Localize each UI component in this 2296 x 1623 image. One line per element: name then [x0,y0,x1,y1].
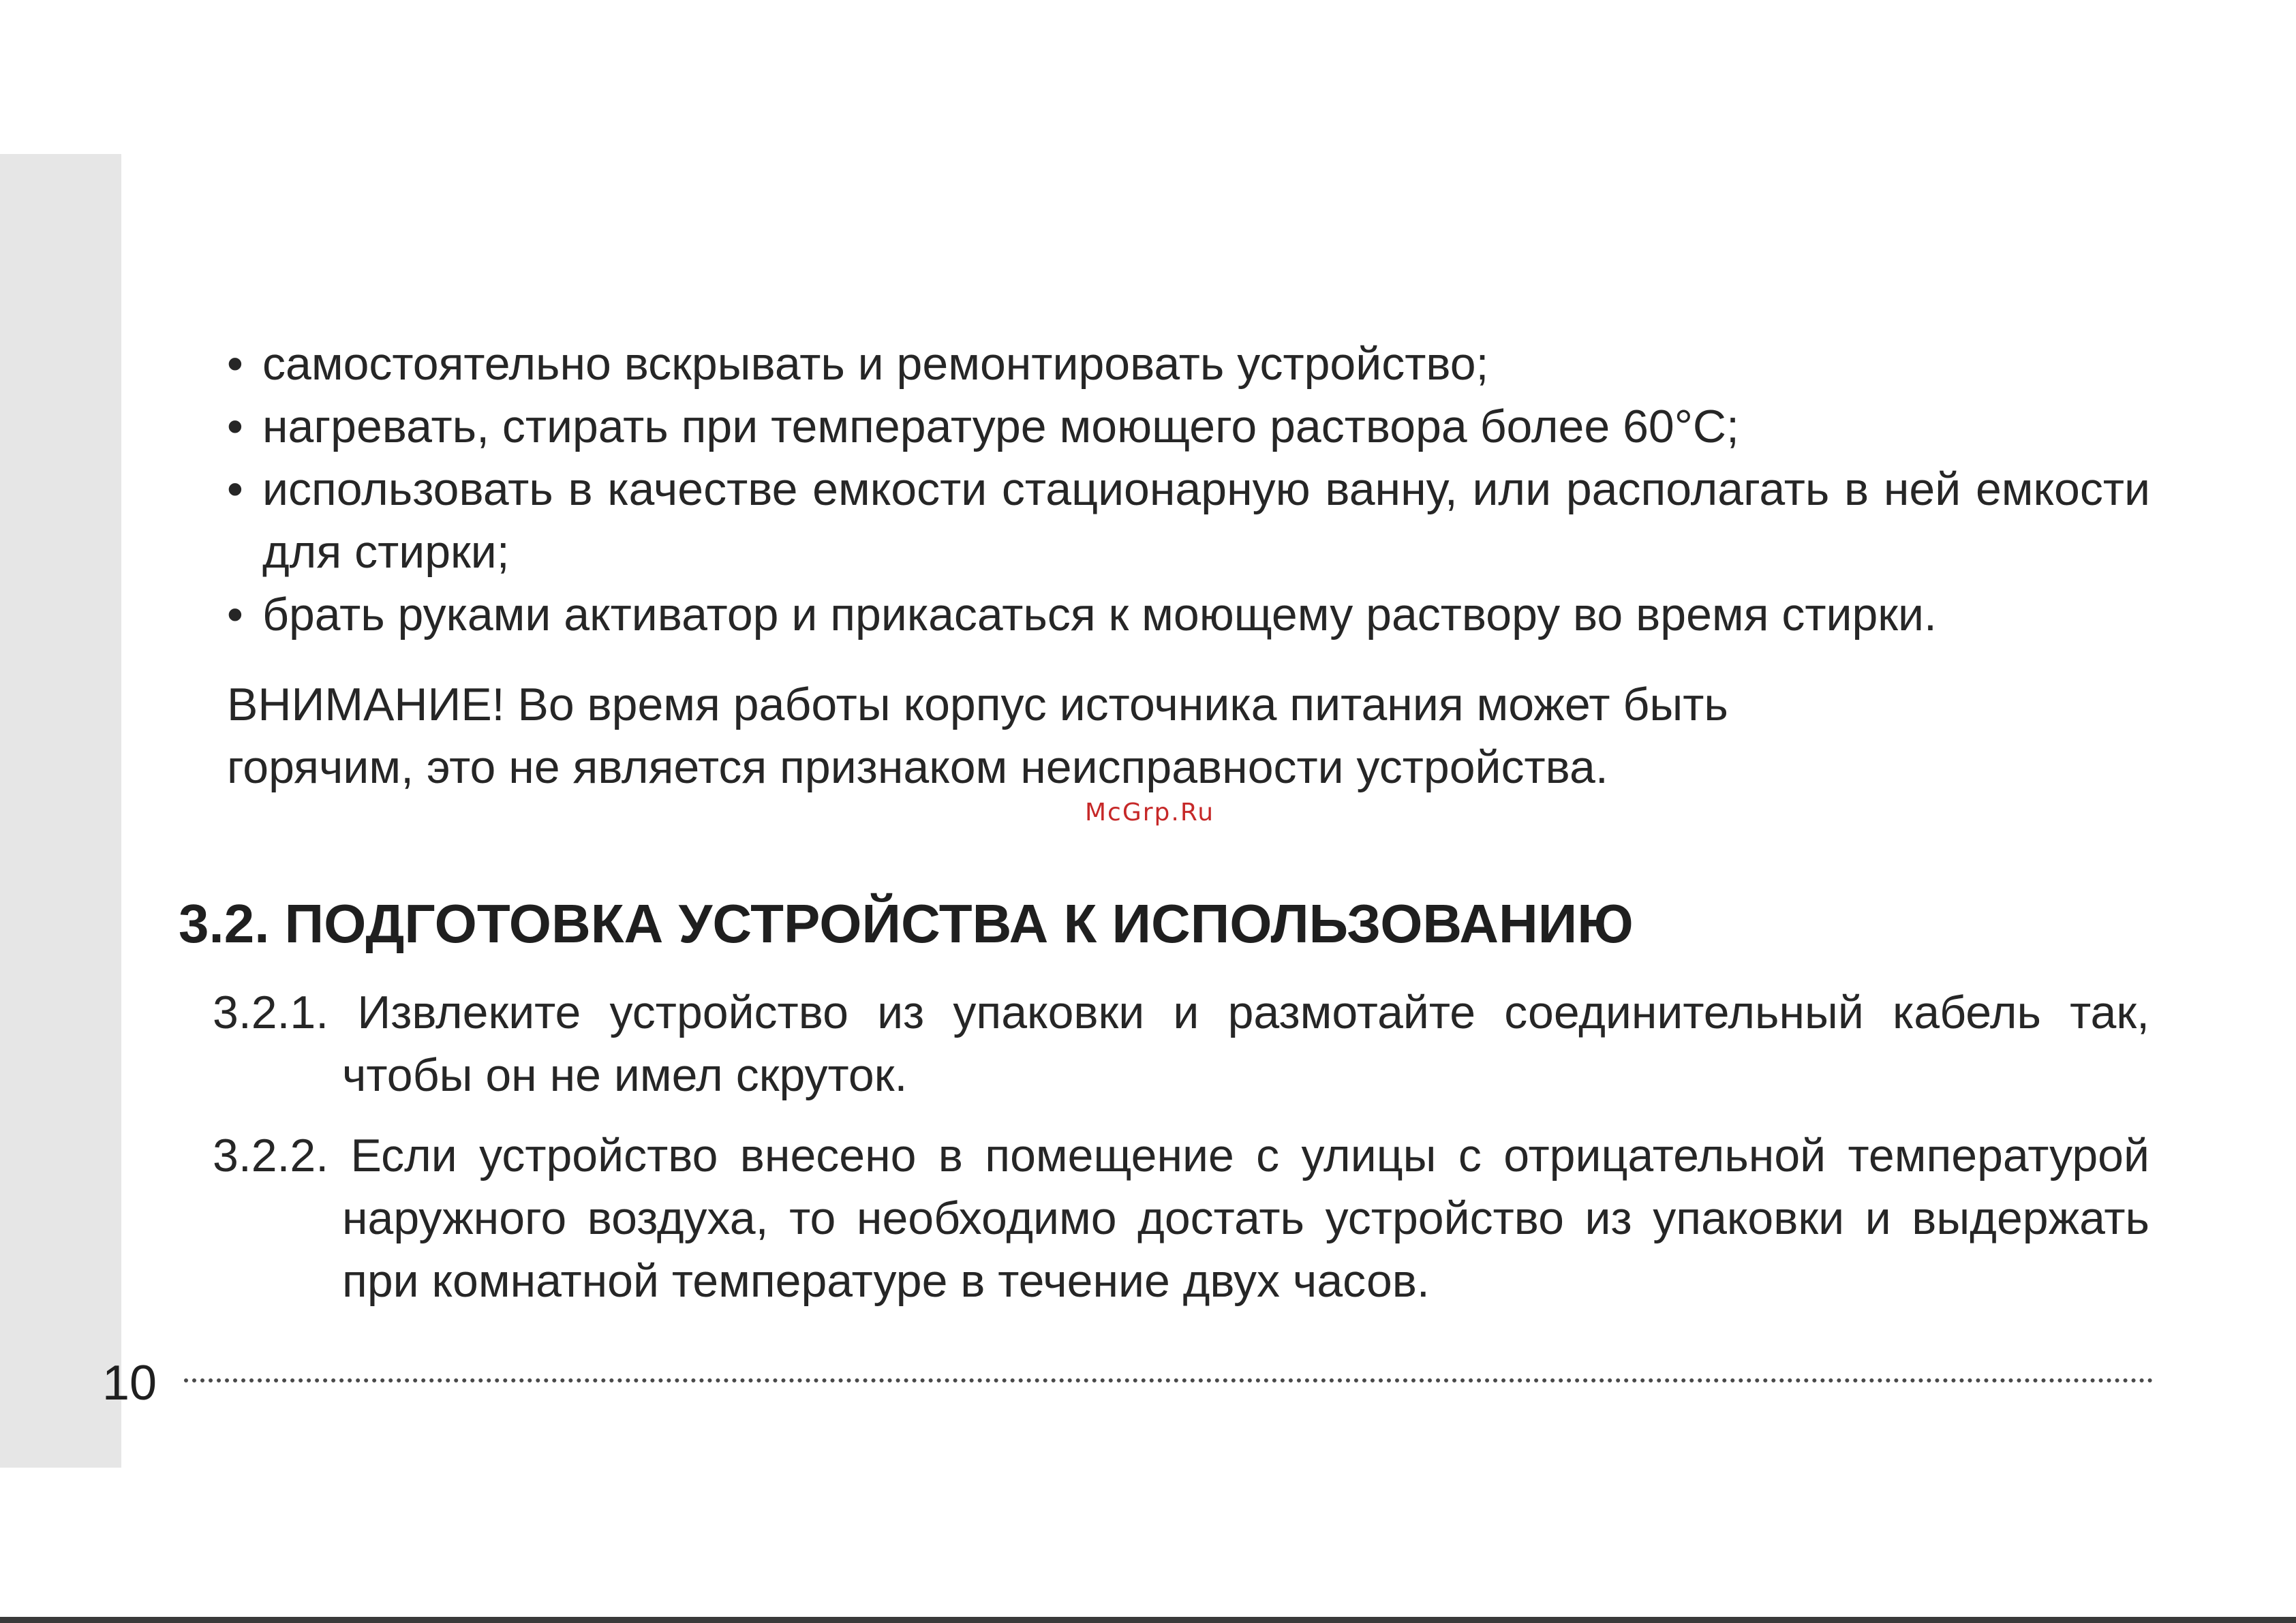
prohibited-actions-list [227,333,2150,646]
section-item [213,1124,2149,1312]
section-item [213,981,2149,1107]
section-item-text [213,981,2149,1107]
section-title: 3.2. ПОДГОТОВКА УСТРОЙСТВА К ИСПОЛЬЗОВАНИЮ [179,893,1634,954]
page-footer [102,1352,2154,1414]
warning-line-2: горячим, это не является признаком неисправности устройства. [227,741,1608,793]
warning-line-1: ВНИМАНИЕ! Во время работы корпус источника питания может быть [227,679,1728,730]
page-number: 10 [102,1356,157,1410]
bottom-edge-rule [0,1617,2296,1623]
list-item: • брать руками активатор и прикасаться к моющему раствору во время стирки. [227,583,2150,646]
section-item-number: 3.2.1. [213,987,329,1038]
section-item-body: Извлеките устройство из упаковки и размотайте соединительный кабель так, чтобы он не имел скруток. [342,987,2149,1101]
section-item-body: Если устройство внесено в помещение с улицы с отрицательной температурой наружного воздуха, то необходимо достать устройство из упаковки и выдержать при комнатной температуре в течение двух часов. [342,1130,2149,1307]
list-item: • использовать в качестве емкости стационарную ванну, или располагать в ней емкости для стирки; [227,458,2150,583]
watermark: McGrp.Ru [1085,799,1215,826]
footer-dotted-rule [184,1378,2154,1382]
section-item-text [213,1124,2149,1312]
list-item: • нагревать, стирать при температуре моющего раствора более 60°С; [227,395,2150,458]
section-item-number: 3.2.2. [213,1130,329,1181]
warning-notice [227,673,1999,799]
list-item: • самостоятельно вскрывать и ремонтировать устройство; [227,333,2150,395]
